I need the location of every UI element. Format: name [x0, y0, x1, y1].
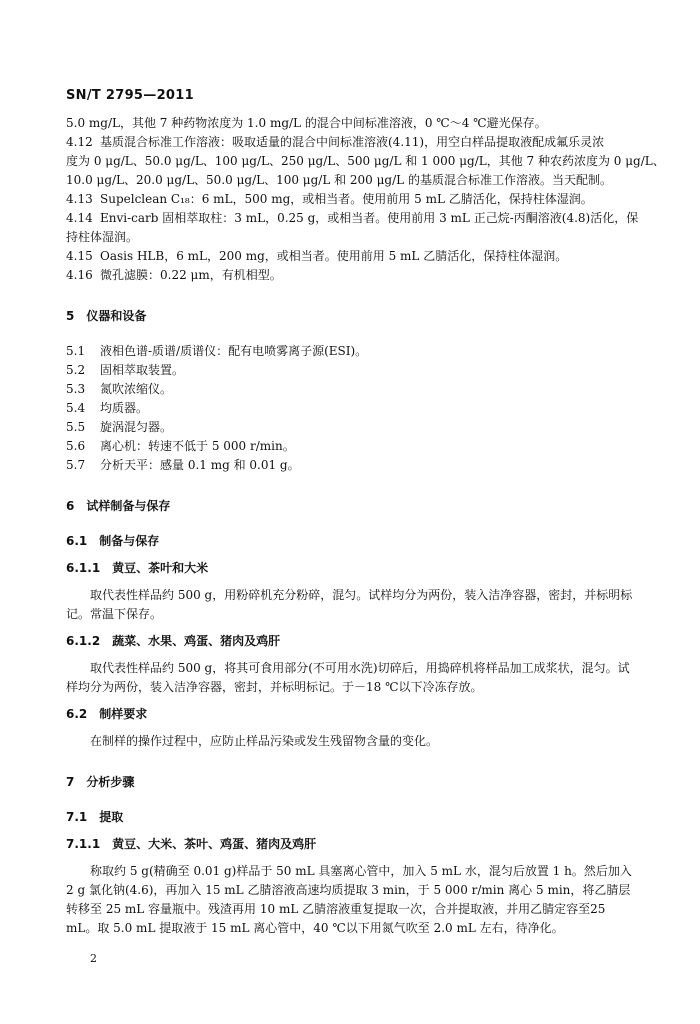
section-7-1-heading — [66, 808, 636, 827]
section-number: 6 — [66, 499, 75, 513]
item-text: 基质混合标准工作溶液：吸取适量的混合中间标准溶液(4.11)，用空白样品提取液配成氟乐灵浓 — [100, 135, 605, 149]
item-number: 5.5 — [66, 420, 86, 434]
item-4-11-continuation: 5.0 mg/L，其他 7 种药物浓度为 1.0 mg/L 的混合中间标准溶液，0 ℃～4 ℃避光保存。 — [66, 116, 547, 130]
item-number: 4.14 — [66, 211, 93, 225]
section-5-heading — [66, 307, 636, 326]
section-title: 试样制备与保存 — [86, 499, 171, 513]
item-number: 4.12 — [66, 135, 93, 149]
item-number: 4.15 — [66, 249, 93, 263]
list-item — [66, 456, 636, 475]
paragraph-6-1-1: 取代表性样品约 500 g，用粉碎机充分粉碎，混匀。试样均分为两份，装入洁净容器，密封，并标明标记。常温下保存。 — [66, 588, 633, 621]
paragraph-6-2: 在制样的操作过程中，应防止样品污染或发生残留物含量的变化。 — [90, 734, 439, 748]
list-item — [66, 437, 636, 456]
paragraph-6-1-2: 取代表性样品约 500 g，将其可食用部分(不可用水洗)切碎后，用捣碎机将样品加工成浆状，混匀。试样均分为两份，装入洁净容器，密封，并标明标记。于－18 ℃以下冷冻存放。 — [66, 661, 630, 694]
section-title: 黄豆、大米、茶叶、鸡蛋、猪肉及鸡肝 — [112, 837, 317, 851]
section-title: 仪器和设备 — [86, 309, 147, 323]
section-number: 7 — [66, 775, 75, 789]
paragraph-7-1-1: 称取约 5 g(精确至 0.01 g)样品于 50 mL 具塞离心管中，加入 5 mL 水，混匀后放置 1 h。然后加入 2 g 氯化钠(4.6)，再加入 15 mL 乙腈溶液高速均质提取 3 min，于 5 000 r/min 离心 5 min，将乙腈层转移至 25 mL 容量瓶中。残渣再用 10 mL 乙腈溶液重复提取一次，合并提取液，并用乙腈定容至25 mL。取 5.0 mL 提取液于 15 mL 离心管中，40 ℃以下用氮气吹至 2.0 mL 左右，待净化。 — [66, 864, 632, 935]
section-title: 分析步骤 — [86, 775, 135, 789]
item-text: 氮吹浓缩仪。 — [100, 382, 173, 396]
section-title: 蔬菜、水果、鸡蛋、猪肉及鸡肝 — [112, 634, 281, 648]
item-text: 微孔滤膜：0.22 μm，有机相型。 — [100, 268, 282, 282]
section-number: 5 — [66, 309, 75, 323]
item-text: 分析天平：感量 0.1 mg 和 0.01 g。 — [100, 458, 300, 472]
section-number: 7.1.1 — [66, 837, 101, 851]
list-item — [66, 361, 636, 380]
page-number: 2 — [90, 952, 97, 965]
item-4-15 — [66, 247, 636, 266]
item-number: 4.13 — [66, 192, 93, 206]
section-title: 黄豆、茶叶和大米 — [112, 561, 209, 575]
list-item — [66, 342, 636, 361]
standard-number-header: SN/T 2795—2011 — [66, 88, 194, 103]
list-item — [66, 418, 636, 437]
item-4-16 — [66, 266, 636, 285]
item-text: 10.0 μg/L、20.0 μg/L、50.0 μg/L、100 μg/L 和 200 μg/L 的基质混合标准工作溶液。当天配制。 — [66, 173, 612, 187]
section-6-heading — [66, 497, 636, 516]
section-number: 7.1 — [66, 810, 88, 824]
item-4-13 — [66, 190, 636, 209]
section-number: 6.1 — [66, 534, 88, 548]
section-6-1-2-heading — [66, 632, 636, 651]
item-number: 5.3 — [66, 382, 86, 396]
item-text: Supelclean C₁₈：6 mL，500 mg，或相当者。使用前用 5 mL 乙腈活化，保持柱体湿润。 — [100, 192, 593, 206]
item-4-12 — [66, 133, 665, 190]
section-7-1-1-heading — [66, 835, 636, 854]
section-number: 6.2 — [66, 707, 88, 721]
list-item — [66, 399, 636, 418]
section-6-1-1-heading — [66, 559, 636, 578]
item-text: Envi-carb 固相萃取柱：3 mL，0.25 g，或相当者。使用前用 3 mL 正己烷-丙酮溶液(4.8)活化，保 — [100, 211, 639, 225]
item-number: 5.4 — [66, 401, 86, 415]
section-5-list — [66, 342, 636, 475]
item-text: 固相萃取装置。 — [100, 363, 185, 377]
item-text: 离心机：转速不低于 5 000 r/min。 — [100, 439, 295, 453]
item-number: 5.2 — [66, 363, 86, 377]
list-item — [66, 380, 636, 399]
item-text: 度为 0 μg/L、50.0 μg/L、100 μg/L、250 μg/L、500 μg/L 和 1 000 μg/L，其他 7 种农药浓度为 0 μg/L、 — [66, 154, 665, 168]
section-6-1-heading — [66, 532, 636, 551]
section-title: 制备与保存 — [99, 534, 160, 548]
section-title: 制样要求 — [99, 707, 148, 721]
item-4-14 — [66, 209, 639, 247]
section-7-heading — [66, 773, 636, 792]
section-number: 6.1.2 — [66, 634, 101, 648]
item-text: 均质器。 — [100, 401, 149, 415]
item-text: 持柱体湿润。 — [66, 230, 139, 244]
item-number: 5.6 — [66, 439, 86, 453]
item-text: Oasis HLB，6 mL，200 mg，或相当者。使用前用 5 mL 乙腈活化，保持柱体湿润。 — [100, 249, 568, 263]
section-6-2-heading — [66, 705, 636, 724]
section-number: 6.1.1 — [66, 561, 101, 575]
item-number: 5.1 — [66, 344, 86, 358]
section-title: 提取 — [99, 810, 124, 824]
item-number: 4.16 — [66, 268, 93, 282]
item-number: 5.7 — [66, 458, 86, 472]
item-text: 旋涡混匀器。 — [100, 420, 173, 434]
item-text: 液相色谱-质谱/质谱仪：配有电喷雾离子源(ESI)。 — [100, 344, 368, 358]
document-body — [66, 114, 665, 938]
